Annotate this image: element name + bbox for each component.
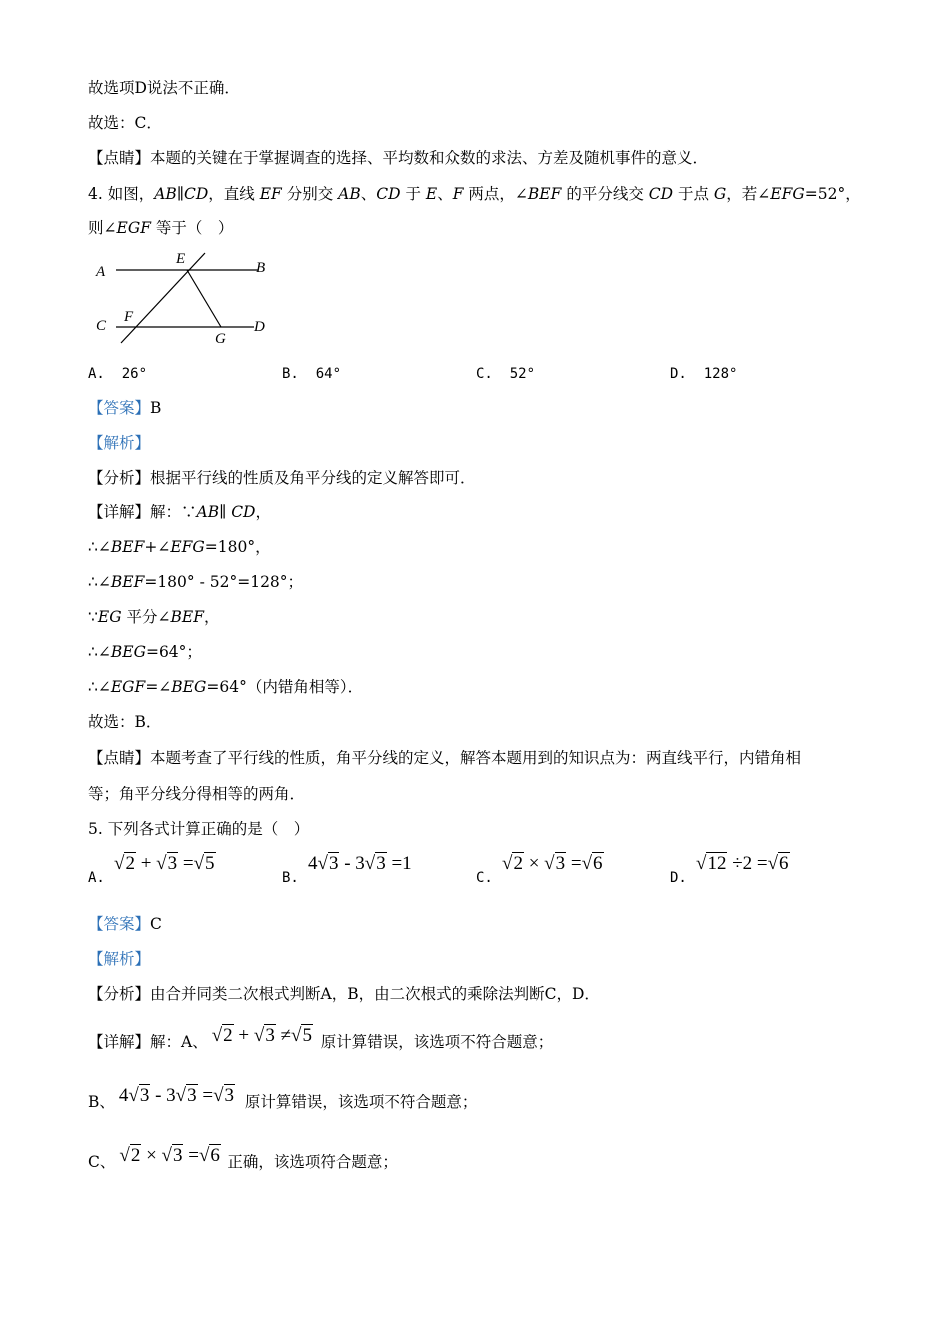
math-token: = <box>756 853 768 874</box>
step-part: ∴∠ <box>88 643 111 661</box>
radical-sign: √ <box>291 1025 302 1046</box>
step-line <box>88 607 219 627</box>
math-token: ÷2 <box>727 853 757 874</box>
math-token: =1 <box>386 853 412 874</box>
radicand: 2 <box>513 853 523 874</box>
q5-option-letter: D. <box>670 870 687 886</box>
step-part: =64°（内错角相等）． <box>206 678 364 696</box>
radicand: 3 <box>167 853 178 874</box>
q4-part: 等于（ ） <box>150 219 234 237</box>
q4-part: ，直线 <box>208 185 260 203</box>
math-token: × <box>141 1145 162 1166</box>
text-line: 故选：C． <box>88 114 162 132</box>
radicand: 2 <box>223 1025 233 1046</box>
radicand: 2 <box>130 1145 141 1166</box>
radical-sign: √ <box>767 853 779 874</box>
q4-part: AB∥CD <box>154 185 209 203</box>
math-expression <box>208 1025 321 1052</box>
radicand: 6 <box>210 1145 220 1166</box>
xiangjie-5a <box>88 1025 554 1052</box>
math-token: - <box>339 853 356 874</box>
step-part: EFG <box>170 538 205 556</box>
q4-part: 两点，∠ <box>463 185 528 203</box>
math-token: + <box>233 1025 254 1046</box>
radicand: 3 <box>328 853 339 874</box>
radical-sign: √ <box>696 853 707 874</box>
q4-part: 则∠ <box>88 219 117 237</box>
dianjing-tag: 【点睛】 <box>88 749 151 767</box>
step-part: BEG <box>110 643 146 661</box>
xj-part: ， <box>255 503 272 521</box>
math-token: ≠ <box>275 1025 291 1046</box>
option-letter: C. <box>476 366 493 382</box>
fenxi-tag: 【分析】 <box>88 985 151 1003</box>
step-part: ∵ <box>88 608 98 626</box>
step-part: BEF <box>110 573 145 591</box>
step-part: BEF <box>110 538 145 556</box>
radical-sign: √ <box>364 853 376 874</box>
radicand: 5 <box>205 853 215 874</box>
step-line <box>88 572 303 592</box>
q5-option-expression <box>696 853 790 875</box>
xj-part: B、 <box>88 1093 115 1111</box>
step-part: BEF <box>170 608 204 626</box>
radical-sign: √ <box>581 853 592 874</box>
radicand: 2 <box>125 853 135 874</box>
q4-part: 于 <box>400 185 426 203</box>
answer-value: C <box>150 915 162 933</box>
radicand: 3 <box>555 853 566 874</box>
radicand: 3 <box>139 1085 150 1106</box>
radical-sign: √ <box>114 853 125 874</box>
math-token: 4 <box>118 1085 129 1106</box>
analysis-tag: 【解析】 <box>88 950 151 968</box>
q4-part: =52°， <box>804 185 861 203</box>
label-f: F <box>124 309 134 325</box>
dianjing-line-2: 等；角平分线分得相等的两角． <box>88 785 306 803</box>
step-part: EGF <box>110 678 146 696</box>
q4-part: 、 <box>437 185 453 203</box>
math-token: = <box>197 1085 214 1106</box>
answer-tag: 【答案】 <box>88 915 151 933</box>
answer-value: B <box>150 399 162 417</box>
radical-sign: √ <box>193 853 204 874</box>
radicand: 6 <box>593 853 603 874</box>
label-b: B <box>256 260 266 276</box>
dianjing-line <box>88 148 708 168</box>
step-part: =64°； <box>145 643 202 661</box>
q4-option-b <box>282 366 341 382</box>
xj-part: 原计算错误，该选项不符合题意； <box>320 1033 554 1051</box>
q4-option-a <box>88 366 147 382</box>
label-c: C <box>96 318 107 334</box>
step-part: ， <box>203 608 220 626</box>
option-value: 26° <box>121 366 148 382</box>
dianjing-tag: 【点睛】 <box>88 149 151 167</box>
math-token: 4 <box>308 853 318 874</box>
answer-tag: 【答案】 <box>88 399 151 417</box>
radical-sign: √ <box>119 1145 130 1166</box>
xj-part: C、 <box>88 1153 116 1171</box>
q4-part: AB <box>338 185 361 203</box>
step-part: ∴∠ <box>88 538 111 556</box>
radical-sign: √ <box>161 1145 172 1166</box>
question-5-stem: 5. 下列各式计算正确的是（ ） <box>88 820 310 838</box>
q4-part: EF <box>259 185 282 203</box>
step-part: ∴∠ <box>88 573 111 591</box>
xj-part: AB∥ CD <box>196 503 256 521</box>
xiangjie-5b <box>88 1085 478 1112</box>
q4-part: E <box>425 185 438 203</box>
radical-sign: √ <box>175 1085 187 1106</box>
q4-part: F <box>452 185 464 203</box>
q4-part: 、 <box>360 185 377 203</box>
xj-part: 原计算错误，该选项不符合题意； <box>244 1093 478 1111</box>
radicand: 3 <box>224 1085 234 1106</box>
radicand: 3 <box>187 1085 197 1106</box>
step-part: 平分∠ <box>121 608 171 626</box>
parallel-lines-diagram <box>88 248 278 348</box>
radical-sign: √ <box>502 853 513 874</box>
fenxi-line <box>88 468 476 488</box>
radical-sign: √ <box>128 1085 139 1106</box>
math-token: = <box>178 853 194 874</box>
q4-part: 分别交 <box>281 185 339 203</box>
q4-part: G <box>713 185 727 203</box>
math-expression <box>115 1085 245 1112</box>
dianjing-line <box>88 748 801 768</box>
math-token: = <box>566 853 582 874</box>
option-value: 52° <box>509 366 536 382</box>
math-expression <box>115 1145 227 1172</box>
answer-line <box>88 398 161 418</box>
xiangjie-line <box>88 502 271 522</box>
math-token: - <box>150 1085 167 1106</box>
question-4-stem-2 <box>88 218 233 238</box>
q4-part: BEF <box>527 185 562 203</box>
xj-part: 正确，该选项符合题意； <box>227 1153 398 1171</box>
q4-option-c <box>476 366 535 382</box>
step-part: EG <box>97 608 122 626</box>
step-part: =∠ <box>145 678 172 696</box>
radical-sign: √ <box>211 1025 223 1046</box>
math-token: × <box>523 853 545 874</box>
q5-option-expression <box>502 853 604 875</box>
xj-part: 解：A、 <box>150 1033 208 1051</box>
radicand: 5 <box>302 1025 312 1046</box>
fenxi-tag: 【分析】 <box>88 469 151 487</box>
q4-part: 于点 <box>673 185 714 203</box>
step-part: +∠ <box>144 538 171 556</box>
radical-sign: √ <box>544 853 555 874</box>
radicand: 3 <box>376 853 386 874</box>
q4-option-d <box>670 366 737 382</box>
text-line: 故选项D说法不正确． <box>88 79 240 97</box>
label-g: G <box>215 331 226 347</box>
line-eg <box>187 270 221 327</box>
q4-part: 4. 如图， <box>88 185 155 203</box>
line-ef <box>121 253 205 343</box>
fenxi-line <box>88 984 600 1004</box>
xj-part: 解：∵ <box>150 503 197 521</box>
step-part: =180°， <box>204 538 271 556</box>
radicand: 12 <box>707 853 727 874</box>
radical-sign: √ <box>213 1085 224 1106</box>
q5-option-expression <box>114 853 216 875</box>
xiangjie-tag: 【详解】 <box>88 503 151 521</box>
radical-sign: √ <box>198 1145 210 1166</box>
q4-part: EFG <box>770 185 805 203</box>
math-token: 3 <box>355 853 365 874</box>
step-line <box>88 677 363 697</box>
option-value: 64° <box>315 366 342 382</box>
radical-sign: √ <box>253 1025 265 1046</box>
radical-sign: √ <box>156 853 167 874</box>
option-letter: B. <box>282 366 299 382</box>
step-part: ∴∠ <box>88 678 111 696</box>
radical-sign: √ <box>317 853 328 874</box>
q4-part: CD <box>648 185 674 203</box>
step-part: BEG <box>171 678 207 696</box>
q4-part: ，若∠ <box>726 185 771 203</box>
math-token: + <box>135 853 157 874</box>
radicand: 3 <box>265 1025 275 1046</box>
xiangjie-5c <box>88 1145 398 1172</box>
option-letter: D. <box>670 366 687 382</box>
option-letter: A. <box>88 366 105 382</box>
question-4-stem <box>88 184 861 204</box>
math-token: 3 <box>166 1085 176 1106</box>
label-e: E <box>176 251 186 267</box>
step-part: =180° - 52°=128°； <box>144 573 304 591</box>
dianjing-text: 本题的关键在于掌握调查的选择、平均数和众数的求法、方差及随机事件的意义． <box>150 149 709 167</box>
q4-part: CD <box>376 185 401 203</box>
fenxi-text: 由合并同类二次根式判断A，B，由二次根式的乘除法判断C，D． <box>150 985 600 1003</box>
text-line: 故选：B． <box>88 713 162 731</box>
step-line <box>88 537 271 557</box>
fenxi-text: 根据平行线的性质及角平分线的定义解答即可． <box>150 469 476 487</box>
step-line <box>88 642 202 662</box>
q4-part: EGF <box>116 219 151 237</box>
math-token: = <box>183 1145 199 1166</box>
radicand: 3 <box>172 1145 183 1166</box>
q5-option-letter: A. <box>88 870 105 886</box>
dianjing-text: 本题考查了平行线的性质，角平分线的定义，解答本题用到的知识点为：两直线平行，内错角相 <box>150 749 802 767</box>
analysis-tag: 【解析】 <box>88 434 151 452</box>
answer-line <box>88 914 162 934</box>
label-a: A <box>96 264 106 280</box>
xiangjie-tag: 【详解】 <box>88 1033 151 1051</box>
q4-part: 的平分线交 <box>561 185 649 203</box>
q5-option-letter: B. <box>282 870 299 886</box>
option-value: 128° <box>703 366 738 382</box>
q5-option-expression <box>308 853 412 875</box>
radicand: 6 <box>779 853 789 874</box>
q5-option-letter: C. <box>476 870 493 886</box>
label-d: D <box>254 319 265 335</box>
